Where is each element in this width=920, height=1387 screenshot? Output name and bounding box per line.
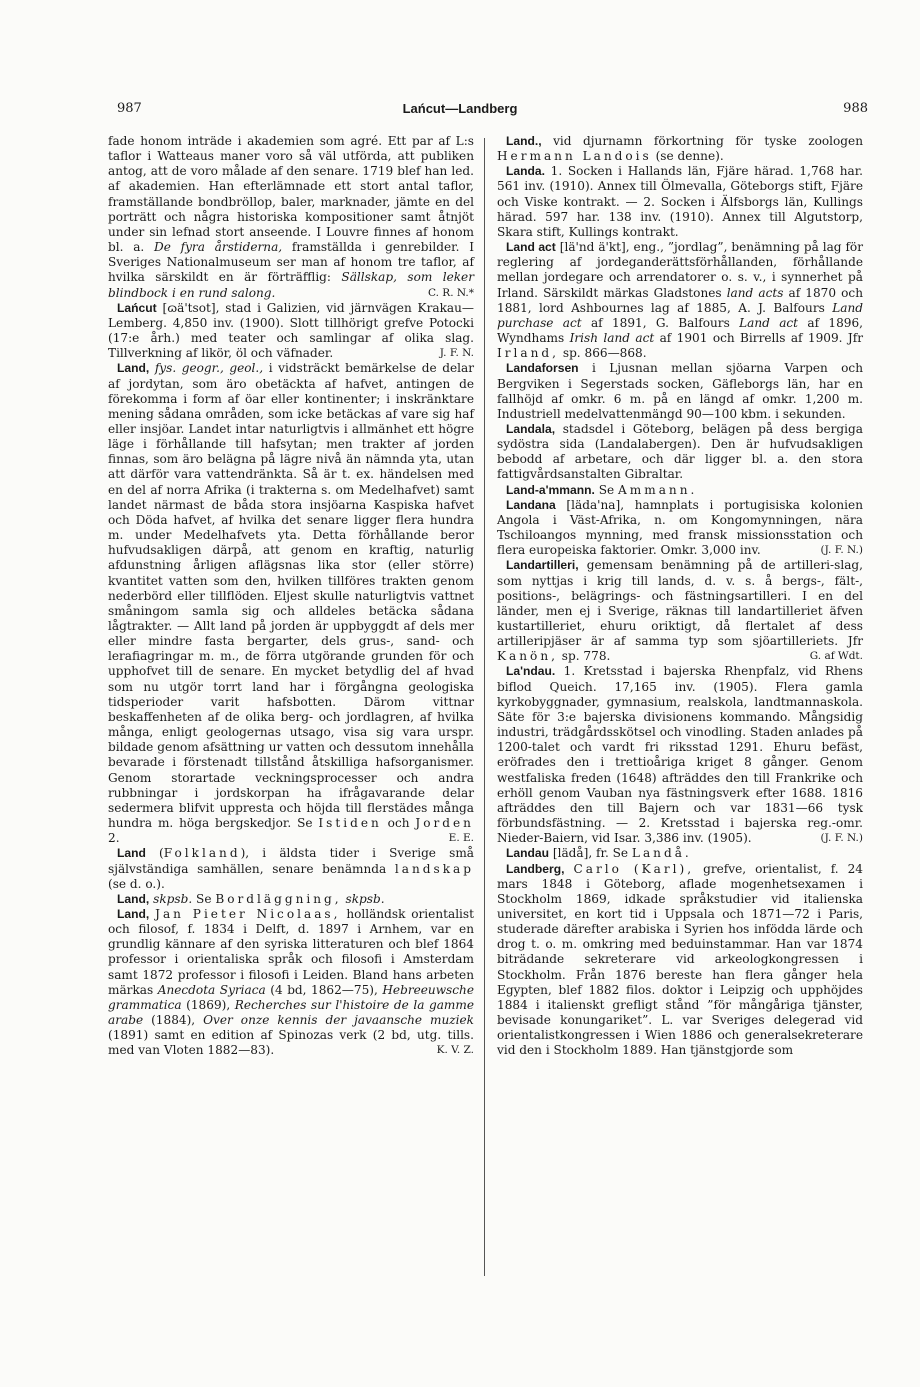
right-column [497, 134, 863, 1059]
cross-reference: Hermann Landois [497, 149, 652, 164]
entry-text: (1891) samt en edition af Spinozas verk (2 bd, utg. tills. med van Vloten 1882—83). [108, 1028, 474, 1058]
entry-text: af 1901 och Birrells af 1909. Jfr [654, 331, 863, 346]
entry-text: stadsdel i Göteborg, belägen på dess bergiga sydöstra sida (Landalabergen). Den är hufvudsakligen bebodd af arbetare, och där ligger bl. a. den stora fattigvårdsanstalten Gibraltar. [497, 421, 863, 482]
page-number-right: 988 [843, 101, 868, 116]
column-divider [484, 138, 485, 1276]
entry-text: [lädå], fr. Se [549, 846, 632, 861]
entry-land-ammann [497, 483, 863, 498]
cross-reference: Jorden [415, 816, 474, 831]
entry-text: [ɷä'tsot], stad i Galizien, vid järnvägen Krakau—Lemberg. 4,850 inv. (1900). Slott tillhörigt grefve Potocki (17:e årh.) med teater och samlingar af olika slag. Tillverkning af likör, öl och väfnader. [108, 300, 474, 361]
entry-text: Se [594, 482, 619, 497]
entry-continuation [108, 134, 474, 301]
entry-text: sp. 778. [557, 649, 611, 664]
entry-headword: Land, [117, 361, 150, 376]
entry-lancut [108, 301, 474, 362]
author-signature: E. E. [448, 832, 474, 845]
work-title: Hebreeuwsche grammatica [108, 982, 474, 1012]
work-title: Irish land act [569, 331, 655, 346]
entry-landberg [497, 862, 863, 1059]
entry-text: och [381, 816, 416, 831]
entry-text: sp. 866—868. [559, 346, 647, 361]
entry-field: skpsb. [345, 891, 385, 906]
cross-reference: Istiden [318, 816, 382, 831]
entry-landartilleri [497, 558, 863, 664]
entry-text: 2. [108, 831, 120, 846]
author-signature: K. V. Z. [436, 1044, 474, 1057]
author-signature: C. R. N.* [427, 286, 474, 299]
cross-reference: Kanön, [497, 649, 558, 664]
entry-headword: Landala, [506, 421, 556, 436]
entry-text: ( [145, 846, 164, 861]
entry-headword: Landa. [506, 164, 545, 179]
entry-headword: Landau [506, 846, 550, 861]
entry-text: i vidsträckt bemärkelse de delar af jordytan, som äro obetäckta af hafvet, antingen de förekomma i form af öar eller kontinenter; i inskränktare mening sådana områden, som icke betäckas af vare sig haf eller insjöar. Landet intar naturligtvis i allmänhet ett högre läge i förhållande till hafsytan; men trakter af jorden finnas, som äro belägna på lägre nivå än nämnda yta, utan att därför vara vattendränkta. Så är t. ex. händelsen med en del af norra Afrika (i trakterna s. om Medelhafvet) samt landet närmast de båda stora insjöarna Kaspiska hafvet och Döda hafvet, af hvilka det senare ligger flera hundra m. under Medelhafvets yta. Detta förhållande beror hufvudsakligen därpå, att genom en kraftig, naturlig afdunstning årligen aflägsnas lika stor (eller större) kvantitet vatten som den, hvilken tillföres trakten genom nederbörd eller tillflöden. Eljest skulle naturligtvis vattnet småningom samla sig och alldeles betäcka sådana lågtrakter. — Allt land på jorden är uppbyggdt af dels mer eller mindre fasta bergarter, dels grus-, sand- och lerafiagringar m. m., de förra utgörande grunden för och upphofvet till de senare. En mycket betydlig del af hvad som nu utgör torrt land har i förgångna geologiska tidsperioder varit hafsbotten. Därom vittnar beskaffenheten af de olika berg- och jordlagren, af hvilka många, enligt geologernas utsago, visa sig vara urspr. bildade genom afsättning ur vatten och dessutom innehålla bevarade i förstenadt tillstånd åtskilliga hafsorganismer. Genom storartade veckningsprocesser och andra rubbningar i jordskorpan ha ifrågavarande delar sedermera blifvit uppresta och höjda till flerstädes många hundra m. höga bergskedjor. Se [108, 361, 474, 831]
entry-land-folkland [108, 846, 474, 891]
entry-text: 1. Kretsstad i bajerska Rhenpfalz, vid Rhens biflod Queich. 17,165 inv. (1905). Flera gamla kyrkobyggnader, gymnasium, realskola, landtmannaskola. Säte för 3:e bajerska divisionens kommando. Mångsidig industri, trädgårdsskötsel och vinodling. Staden anlades på 1200-talet och vardt fri riksstad 1291. Ehuru befäst, eröfrades den i trettioåriga kriget 8 gånger. Genom westfaliska freden (1648) afträddes den till Frankrike och erhöll genom Vauban nya fästningsverk efter 1688. 1816 afträddes den till Bajern och var 1831—66 tysk förbundsfästning. — 2. Kretsstad i bajerska reg.-omr. Nieder-Baiern, vid Isar. 3,386 inv. (1905). [497, 664, 863, 846]
entry-text: [lä'nd ä'kt], eng., ”jordlag”, benämning på lag för reglering af jordeganderättsförhållanden, förhållande mellan jordegare och arrendatorer o. s. v., i synnerhet på Irland. Särskildt märkas Gladstones [497, 240, 863, 300]
entry-text: framställda i genrebilder. I Sveriges Nationalmuseum ser man af honom tre taflor, af hvilka särskildt en är förträfflig: [108, 240, 474, 285]
entry-land-jan-pieter [108, 907, 474, 1059]
work-title: land acts [726, 285, 784, 300]
entry-headword: Land., [506, 134, 542, 148]
entry-text: af 1891, G. Balfours [581, 315, 740, 330]
entry-text: 1. Socken i Hallands län, Fjäre härad. 1,768 har. 561 inv. (1910). Annex till Ölmevalla, Göteborgs stift, Fjäre och Viske kontrakt. — 2. Socken i Älfsborgs län, Kullings härad. 597 har. 138 inv. (1910). Annex till Algutstorp, Skara stift, Kullings kontrakt. [497, 164, 863, 239]
cross-reference: Bordläggning, [215, 891, 342, 906]
entry-text: af 1870 och 1881, lord Ashbournes lag af 1885, A. J. Balfours [497, 285, 863, 315]
entry-headword: Lańcut [117, 300, 157, 315]
entry-headword: Land, [117, 906, 150, 921]
entry-field: skpsb. [153, 891, 193, 906]
entry-land-act [497, 240, 863, 361]
cross-reference: Folkland [163, 846, 241, 861]
entry-text: ), i äldsta tider i Sverige små självständiga samhällen, senare benämnda [108, 846, 475, 876]
entry-landau-fr [497, 846, 863, 861]
entry-text: [läda'na], hamnplats i portugisiska kolonien Angola i Väst-Afrika, n. om Kongomynningen, nära Tschiloangos mynning, med fransk missionsstation och flera europeiska faktorier. Omkr. 3,000 inv. [497, 497, 863, 558]
cross-reference: Landå. [631, 846, 692, 861]
entry-land-skpsb [108, 892, 474, 907]
entry-land-geogr [108, 361, 474, 846]
cross-reference: Irland, [497, 346, 560, 361]
entry-landaforsen [497, 361, 863, 422]
entry-headword: Land act [506, 240, 556, 255]
entry-headword: Land-a'mmann. [506, 482, 595, 497]
entry-text: af 1896, Wyndhams [497, 315, 863, 346]
work-title: Over onze kennis der javaansche muziek [203, 1013, 475, 1028]
entry-headword: Landberg, [506, 861, 565, 876]
entry-text: Se [192, 891, 216, 906]
person-name: Jan Pieter Nicolaas, [155, 906, 341, 921]
page-header-title: Lańcut—Landberg [402, 101, 518, 116]
entry-landau [497, 664, 863, 846]
entry-text: fade honom inträde i akademien som agré. Ett par af L:s taflor i Watteaus maner voro så väl utförda, att publiken antog, att de voro målade af den senare. 1719 blef han led. af akademien. Han efterlämnade ett stort antal taflor, framställande bondbröllop, baler, marknader, jämte en del porträtt och några historiska kompositioner samt åtnjöt under sin lefnad stort anseende. I Louvre finnes af honom bl. a. [108, 134, 474, 255]
author-signature: G. af Wdt. [809, 650, 863, 663]
work-title: Recherches sur l'histoire de la gamme arabe [108, 997, 475, 1028]
entry-headword: Landaforsen [506, 361, 579, 376]
entry-headword: Land, [117, 891, 150, 906]
page-number-left: 987 [117, 101, 142, 116]
entry-text: gemensam benämning på de artilleri-slag, som nyttjas i krig till lands, d. v. s. å bergs-, fält-, positions-, belägrings- och fästningsartilleri. I en del länder, men ej i Sverige, räknas till landartilleriet äfven kustartilleriet, ehuru oriktigt, då flertalet af dess artilleripjäser är af samma typ som sjöartilleriets. Jfr [497, 558, 863, 649]
work-title: Land act [739, 315, 799, 330]
work-title: Land purchase act [497, 300, 863, 330]
entry-headword: Landana [506, 497, 556, 512]
work-title: De fyra årstiderna, [154, 240, 283, 255]
entry-text: holländsk orientalist och filosof, f. 1834 i Delft, d. 1897 i Arnhem, var en grundlig kännare af den syriska litteraturen och blef 1864 professor i orientaliska språk och filosofi i Amsterdam samt 1872 professor i filosofi i Leiden. Bland hans arbeten märkas [108, 906, 474, 997]
entry-headword: Land [117, 846, 146, 861]
entry-field: fys. geogr., geol., [154, 361, 264, 376]
left-column [108, 134, 474, 1059]
entry-landa [497, 164, 863, 240]
entry-landala [497, 422, 863, 483]
work-title: Anecdota Syriaca [157, 982, 266, 997]
entry-land-abbr [497, 134, 863, 164]
person-name: Carlo (Karl), [573, 861, 695, 876]
entry-text: (se d. o.). [108, 876, 165, 891]
entry-text: (se denne). [651, 149, 724, 164]
entry-landana [497, 498, 863, 559]
cross-reference: Ammann. [618, 482, 698, 497]
entry-headword: La'ndau. [506, 664, 556, 679]
entry-text: (1869), [181, 997, 235, 1012]
author-signature: (J. F. N.) [820, 544, 863, 557]
entry-text: grefve, orientalist, f. 24 mars 1848 i Göteborg, aflade mogenhetsexamen i Stockholm 1869, idkade språkstudier vid italienska universitet, en kort tid i Uppsala och 1871—72 i Paris, studerade därefter arabiska i Syrien hos infödda lärde och drog t. o. m. omkring med beduinstammar. Han var 1874 biträdande sekreterare vid arkeologkongressen i Stockholm. Från 1876 bereste han flera gånger hela Egypten, blef 1882 filos. doktor i Leipzig och upphöjdes 1884 i italienskt grefligt stånd ”för mångåriga tjänster, bevisade konungariket”. L. var Sveriges delegerad vid orientalistkongressen i Wien 1886 och generalsekreterare vid den i Stockholm 1889. Han tjänstgjorde som [497, 861, 863, 1058]
work-title: Sällskap, som leker blindbock i en rund salong. [108, 270, 474, 300]
entry-text: (1884), [143, 1013, 204, 1028]
cross-reference: landskap [394, 861, 474, 876]
author-signature: J. F. N. [439, 347, 474, 360]
author-signature: (J. F. N.) [820, 832, 863, 845]
entry-text: i Ljusnan mellan sjöarna Varpen och Bergviken i Segerstads socken, Gäfleborgs län, har en fallhöjd af omkr. 6 m. på en längd af omkr. 1,200 m. Industriell medelvattenmängd 90—100 kbm. i sekunden. [497, 361, 863, 421]
entry-text: vid djurnamn förkortning för tyske zoologen [541, 134, 863, 148]
entry-headword: Landartilleri, [506, 558, 579, 573]
entry-text: (4 bd, 1862—75), [265, 982, 383, 997]
